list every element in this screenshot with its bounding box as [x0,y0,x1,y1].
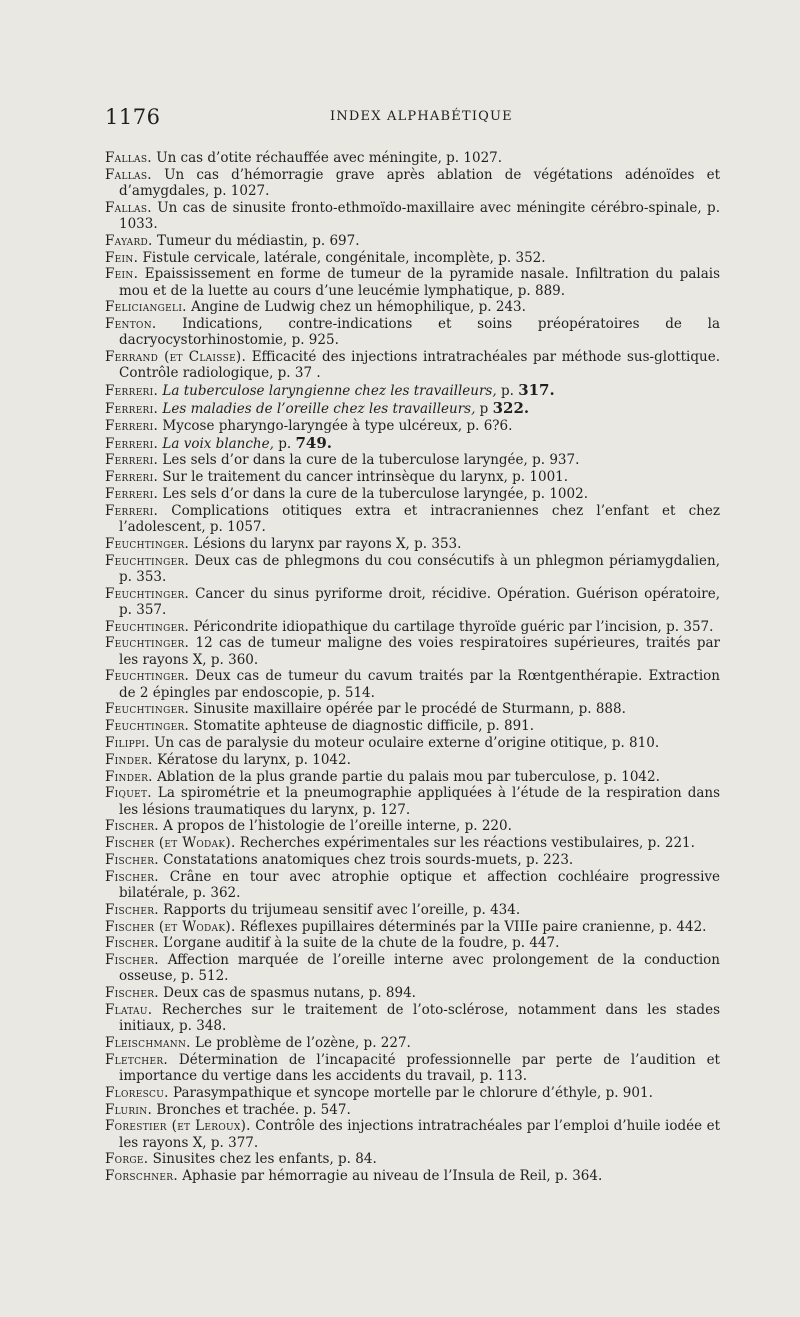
entry-author: Fletcher. [105,1051,168,1068]
entry-author: Fischer. [105,818,159,835]
entry-text: Stomatite aphteuse de diagnostic difficile, p. 891. [193,718,535,735]
entry-author: Fein. [105,266,139,283]
page-number: 1176 [105,105,161,129]
entry-author: Flurin. [105,1101,153,1118]
entry-text: Un cas de sinusite fronto-ethmoïdo-maxillaire avec méningite cérébro-spinale, p. 1033. [119,199,720,232]
entry-text: Un cas d’hémorragie grave après ablation de végétations adénoïdes et d’amygdales, p. 1027. [119,166,720,199]
entry-author: Feuchtinger. [105,668,190,685]
index-entry [105,1002,720,1034]
entry-author: Feuchtinger. [105,701,190,718]
entry-text: Sinusite maxillaire opérée par le procédé de Sturmann, p. 888. [193,701,626,718]
entry-text: Angine de Ludwig chez un hémophilique, p. 243. [191,299,526,316]
entry-text: La spirométrie et la pneumographie appliquées à l’étude de la respiration dans les lésions traumatiques du larynx, p. 127. [119,785,721,818]
index-entry [105,785,720,817]
entry-text: Complications otitiques extra et intracraniennes chez l’enfant et chez l’adolescent, p. 1057. [119,502,720,535]
entry-author: Ferreri. [105,417,159,434]
index-entry [105,349,720,381]
entry-text: Affection marquée de l’oreille interne avec prolongement de la conduction osseuse, p. 512. [119,952,720,985]
running-head: INDEX ALPHABÉTIQUE [330,109,513,124]
index-entry [105,1085,720,1101]
entry-page-ref: 317. [518,381,555,400]
index-entry [105,635,720,667]
index-entry [105,818,720,834]
entry-text: p [479,400,489,417]
entry-text: 12 cas de tumeur maligne des voies respiratoires supérieures, traités par les rayons X, p. 360. [119,635,720,668]
entry-text: Lésions du larynx par rayons X, p. 353. [193,535,462,552]
entry-author: Fischer (et Wodak). [105,918,236,935]
entry-author: Fleischmann. [105,1034,191,1051]
entry-text: Deux cas de phlegmons du cou consécutifs à un phlegmon périamygdalien, p. 353. [119,552,721,585]
index-entry [105,619,720,635]
index-entry [105,752,720,768]
entry-author: Fein. [105,249,139,266]
index-entry [105,1118,720,1150]
entry-author: Ferreri. [105,452,159,469]
entry-author: Fenton. [105,316,157,333]
index-entry [105,735,720,751]
entry-text: Deux cas de spasmus nutans, p. 894. [163,985,416,1002]
entry-author: Ferreri. [105,435,159,452]
entry-author: Fischer (et Wodak). [105,835,236,852]
index-entry [105,701,720,717]
entry-text: Indications, contre-indications et soins préopératoires de la dacryocystorhinostomie, p. 925. [119,316,721,349]
index-entry [105,1168,720,1184]
entry-text: Epaississement en forme de tumeur de la pyramide nasale. Infiltration du palais mou et de la luette au cours d’une leucémie lymphatique, p. 889. [119,266,720,299]
entry-text: Fistule cervicale, latérale, congénitale, incomplète, p. 352. [142,249,546,266]
entry-author: Feuchtinger. [105,552,190,569]
entry-author: Fallas. [105,199,152,216]
entry-author: Fallas. [105,150,152,166]
entry-text: p. [500,383,514,400]
index-entry [105,553,720,585]
index-entry [105,452,720,468]
entry-author: Ferreri. [105,485,159,502]
entry-text: Parasympathique et syncope mortelle par le chlorure d’éthyle, p. 901. [173,1084,653,1101]
index-entry [105,1151,720,1167]
index-entry [105,150,720,166]
index-entry [105,503,720,535]
entry-text: Contrôle des injections intratrachéales par l’emploi d’huile iodée et les rayons X, p. 377. [119,1118,720,1151]
entry-author: Filippi. [105,734,150,751]
entry-title-italic: La tuberculose laryngienne chez les travailleurs, [162,383,497,400]
index-entries [105,150,720,1185]
index-entry [105,250,720,266]
entry-author: Fischer. [105,935,159,952]
entry-text: Les sels d’or dans la cure de la tuberculose laryngée, p. 937. [162,452,580,469]
entry-text: Sur le traitement du cancer intrinsèque du larynx, p. 1001. [162,469,569,486]
page-header [105,105,725,129]
entry-text: Réflexes pupillaires déterminés par la VIIIe paire cranienne, p. 442. [239,918,707,935]
entry-author: Ferreri. [105,383,159,400]
entry-text: Un cas d’otite réchauffée avec méningite, p. 1027. [156,150,503,166]
entry-text: Cancer du sinus pyriforme droit, récidive. Opération. Guérison opératoire, p. 357. [119,585,720,618]
entry-author: Feuchtinger. [105,635,190,652]
entry-author: Finder. [105,768,153,785]
index-entry [105,668,720,700]
index-entry [105,167,720,199]
entry-author: Fischer. [105,952,159,969]
index-entry [105,919,720,935]
index-entry [105,418,720,434]
entry-text: Aphasie par hémorragie au niveau de l’Insula de Reil, p. 364. [182,1168,603,1185]
entry-text: Kératose du larynx, p. 1042. [157,751,351,768]
entry-text: Recherches expérimentales sur les réactions vestibulaires, p. 221. [239,835,695,852]
entry-text: Bronches et trachée. p. 547. [156,1101,351,1118]
entry-page-ref: 749. [295,433,332,452]
entry-text: Le problème de l’ozène, p. 227. [195,1034,411,1051]
index-entry [105,1052,720,1084]
index-entry [105,935,720,951]
entry-text: Ablation de la plus grande partie du palais mou par tuberculose, p. 1042. [157,768,660,785]
index-entry [105,233,720,249]
entry-author: Feuchtinger. [105,718,190,735]
index-entry [105,852,720,868]
entry-title-italic: La voix blanche, [162,435,274,452]
entry-text: p. [278,435,292,452]
entry-author: Feuchtinger. [105,585,190,602]
entry-author: Fiquet. [105,785,152,802]
entry-text: Crâne en tour avec atrophie optique et affection cochléaire progressive bilatérale, p. 362. [119,868,721,901]
entry-page-ref: 322. [492,398,530,417]
entry-text: Deux cas de tumeur du cavum traités par la Rœntgenthérapie. Extraction de 2 épingles par endoscopie, p. 514. [119,668,720,701]
entry-text: Tumeur du médiastin, p. 697. [156,232,360,249]
entry-author: Finder. [105,751,153,768]
index-entry [105,586,720,618]
entry-author: Fischer. [105,868,159,885]
index-entry [105,486,720,502]
index-entry [105,952,720,984]
entry-text: Détermination de l’incapacité professionnelle par perte de l’audition et importance du vertige dans les accidents du travail, p. 113. [119,1051,720,1084]
entry-text: L’organe auditif à la suite de la chute de la foudre, p. 447. [163,935,560,952]
entry-author: Flatau. [105,1001,153,1018]
entry-text: Péricondrite idiopathique du cartilage thyroïde guéric par l’incision, p. 357. [193,618,714,635]
index-entry [105,382,720,399]
index-entry [105,200,720,232]
index-entry [105,469,720,485]
entry-text: Sinusites chez les enfants, p. 84. [152,1151,377,1168]
index-entry [105,835,720,851]
entry-author: Forge. [105,1151,149,1168]
entry-author: Ferreri. [105,469,159,486]
entry-text: Les sels d’or dans la cure de la tuberculose laryngée, p. 1002. [162,485,588,502]
entry-author: Fayard. [105,232,153,249]
entry-text: A propos de l’histologie de l’oreille interne, p. 220. [163,818,512,835]
entry-author: Fallas. [105,166,152,183]
entry-text: Constatations anatomiques chez trois sourds-muets, p. 223. [163,851,574,868]
index-entry [105,1035,720,1051]
entry-author: Forschner. [105,1168,178,1185]
entry-author: Feliciangeli. [105,299,187,316]
index-entry [105,1102,720,1118]
index-entry [105,869,720,901]
index-entry [105,266,720,298]
entry-author: Forestier (et Leroux). [105,1118,251,1135]
index-entry [105,718,720,734]
entry-text: Recherches sur le traitement de l’oto-sclérose, notamment dans les stades initiaux, p. 348. [119,1001,720,1035]
entry-author: Ferreri. [105,400,159,417]
entry-author: Feuchtinger. [105,535,190,552]
index-entry [105,536,720,552]
index-entry [105,316,720,348]
entry-text: Rapports du trijumeau sensitif avec l’oreille, p. 434. [163,901,521,918]
index-entry [105,435,720,452]
entry-author: Florescu. [105,1084,169,1101]
index-entry [105,769,720,785]
index-entry [105,902,720,918]
entry-author: Feuchtinger. [105,618,190,635]
entry-author: Fischer. [105,851,159,868]
index-entry [105,400,720,417]
index-entry [105,985,720,1001]
entry-text: Un cas de paralysie du moteur oculaire externe d’origine otitique, p. 810. [154,734,660,751]
entry-author: Ferreri. [105,502,159,519]
entry-text: Efficacité des injections intratrachéales par méthode sus-glottique. Contrôle radiologique, p. 37 . [119,349,720,382]
index-entry [105,299,720,315]
entry-title-italic: Les maladies de l’oreille chez les travailleurs, [162,400,476,417]
entry-author: Fischer. [105,985,159,1002]
entry-text: Mycose pharyngo-laryngée à type ulcéreux, p. 6?6. [162,417,513,434]
entry-author: Fischer. [105,901,159,918]
entry-author: Ferrand (et Claisse). [105,349,247,366]
